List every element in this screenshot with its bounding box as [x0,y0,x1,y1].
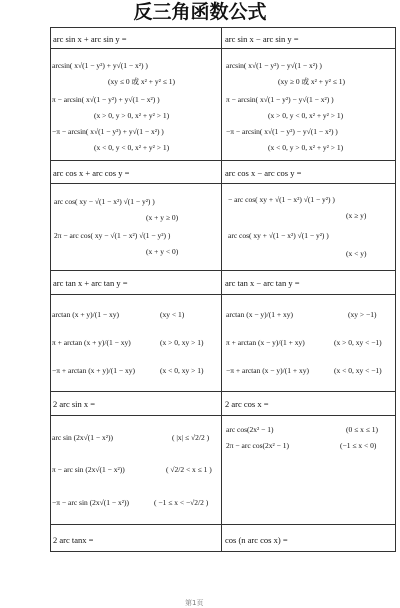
formula-line: arc cos(2x² − 1) [226,425,274,434]
formula-condition: (x > 0, xy > 1) [160,338,204,347]
formula-condition: (0 ≤ x ≤ 1) [346,425,378,434]
formula-condition: ( |x| ≤ √2/2 ) [172,433,210,442]
formula-condition: (x < 0, xy < −1) [334,366,382,375]
formula-line: 2π − arc cos( xy − √(1 − x²) √(1 − y²) ) [54,231,171,240]
formula-condition: (xy ≤ 0 或 x² + y² ≤ 1) [108,77,175,86]
header-rule [50,294,396,295]
formula-condition: (x < 0, xy > 1) [160,366,204,375]
formula-line: arctan (x − y)/(1 + xy) [226,310,293,319]
formula-line: π − arcsin( x√(1 − y²) + y√(1 − x²) ) [52,95,160,104]
formula-condition: (xy < 1) [160,310,185,319]
row5-left-header: 2 arc tanx = [53,535,94,545]
row2-left-header: arc cos x + arc cos y = [53,168,130,178]
formula-condition: (x < y) [346,249,367,258]
formula-condition: (x > 0, y > 0, x² + y² > 1) [94,111,170,120]
formula-condition: (x > 0, y < 0, x² + y² > 1) [268,111,344,120]
formula-condition: (x < 0, y < 0, x² + y² > 1) [94,143,170,152]
formula-line: arctan (x + y)/(1 − xy) [52,310,119,319]
formula-condition: (x < 0, y > 0, x² + y² > 1) [268,143,344,152]
page-title: 反三角函数公式 [133,1,267,23]
formula-line: arcsin( x√(1 − y²) − y√(1 − x²) ) [226,61,322,70]
row5-right-header: cos (n arc cos x) = [225,535,288,545]
formula-condition: (x + y ≥ 0) [146,213,179,222]
row1-left-header: arc sin x + arc sin y = [53,34,127,44]
table-border-bottom [50,551,396,552]
row2-right-header: arc cos x − arc cos y = [225,168,302,178]
row4-right-header: 2 arc cos x = [225,399,269,409]
header-rule [50,415,396,416]
formula-line: −π − arc sin (2x√(1 − x²)) [52,498,129,507]
formula-condition: (x + y < 0) [146,247,179,256]
row3-right-header: arc tan x − arc tan y = [225,278,300,288]
formula-condition: (x ≥ y) [346,211,367,220]
page-footer: 第1页 [185,599,204,607]
row1-right-header: arc sin x − arc sin y = [225,34,299,44]
row3-left-header: arc tan x + arc tan y = [53,278,128,288]
row-divider [50,391,396,392]
formula-line: arc cos( xy − √(1 − x²) √(1 − y²) ) [54,197,155,206]
row-divider [50,524,396,525]
formula-line: π + arctan (x + y)/(1 − xy) [52,338,131,347]
formula-line: −π − arcsin( x√(1 − y²) + y√(1 − x²) ) [52,127,164,136]
formula-line: arc cos( xy + √(1 − x²) √(1 − y²) ) [228,231,329,240]
formula-condition: (x > 0, xy < −1) [334,338,382,347]
formula-line: − arc cos( xy + √(1 − x²) √(1 − y²) ) [228,195,335,204]
formula-line: π + arctan (x − y)/(1 + xy) [226,338,305,347]
formula-line: π − arcsin( x√(1 − y²) − y√(1 − x²) ) [226,95,334,104]
row-divider [50,160,396,161]
formula-line: arcsin( x√(1 − y²) + y√(1 − x²) ) [52,61,148,70]
row4-left-header: 2 arc sin x = [53,399,96,409]
formula-line: −π − arcsin( x√(1 − y²) − y√(1 − x²) ) [226,127,338,136]
table-border-top [50,27,396,28]
formula-condition: ( √2/2 < x ≤ 1 ) [166,465,212,474]
formula-line: 2π − arc cos(2x² − 1) [226,441,290,450]
formula-table [50,27,396,552]
formula-line: π − arc sin (2x√(1 − x²)) [52,465,125,474]
row-divider [50,270,396,271]
header-rule [50,48,396,49]
formula-line: arc sin (2x√(1 − x²)) [52,433,113,442]
formula-condition: (xy > −1) [348,310,377,319]
formula-line: −π + arctan (x − y)/(1 + xy) [226,366,309,375]
formula-condition: (−1 ≤ x < 0) [340,441,377,450]
header-rule [50,183,396,184]
formula-condition: (xy ≥ 0 或 x² + y² ≤ 1) [278,77,345,86]
formula-line: −π + arctan (x + y)/(1 − xy) [52,366,135,375]
formula-condition: ( −1 ≤ x < −√2/2 ) [154,498,209,507]
